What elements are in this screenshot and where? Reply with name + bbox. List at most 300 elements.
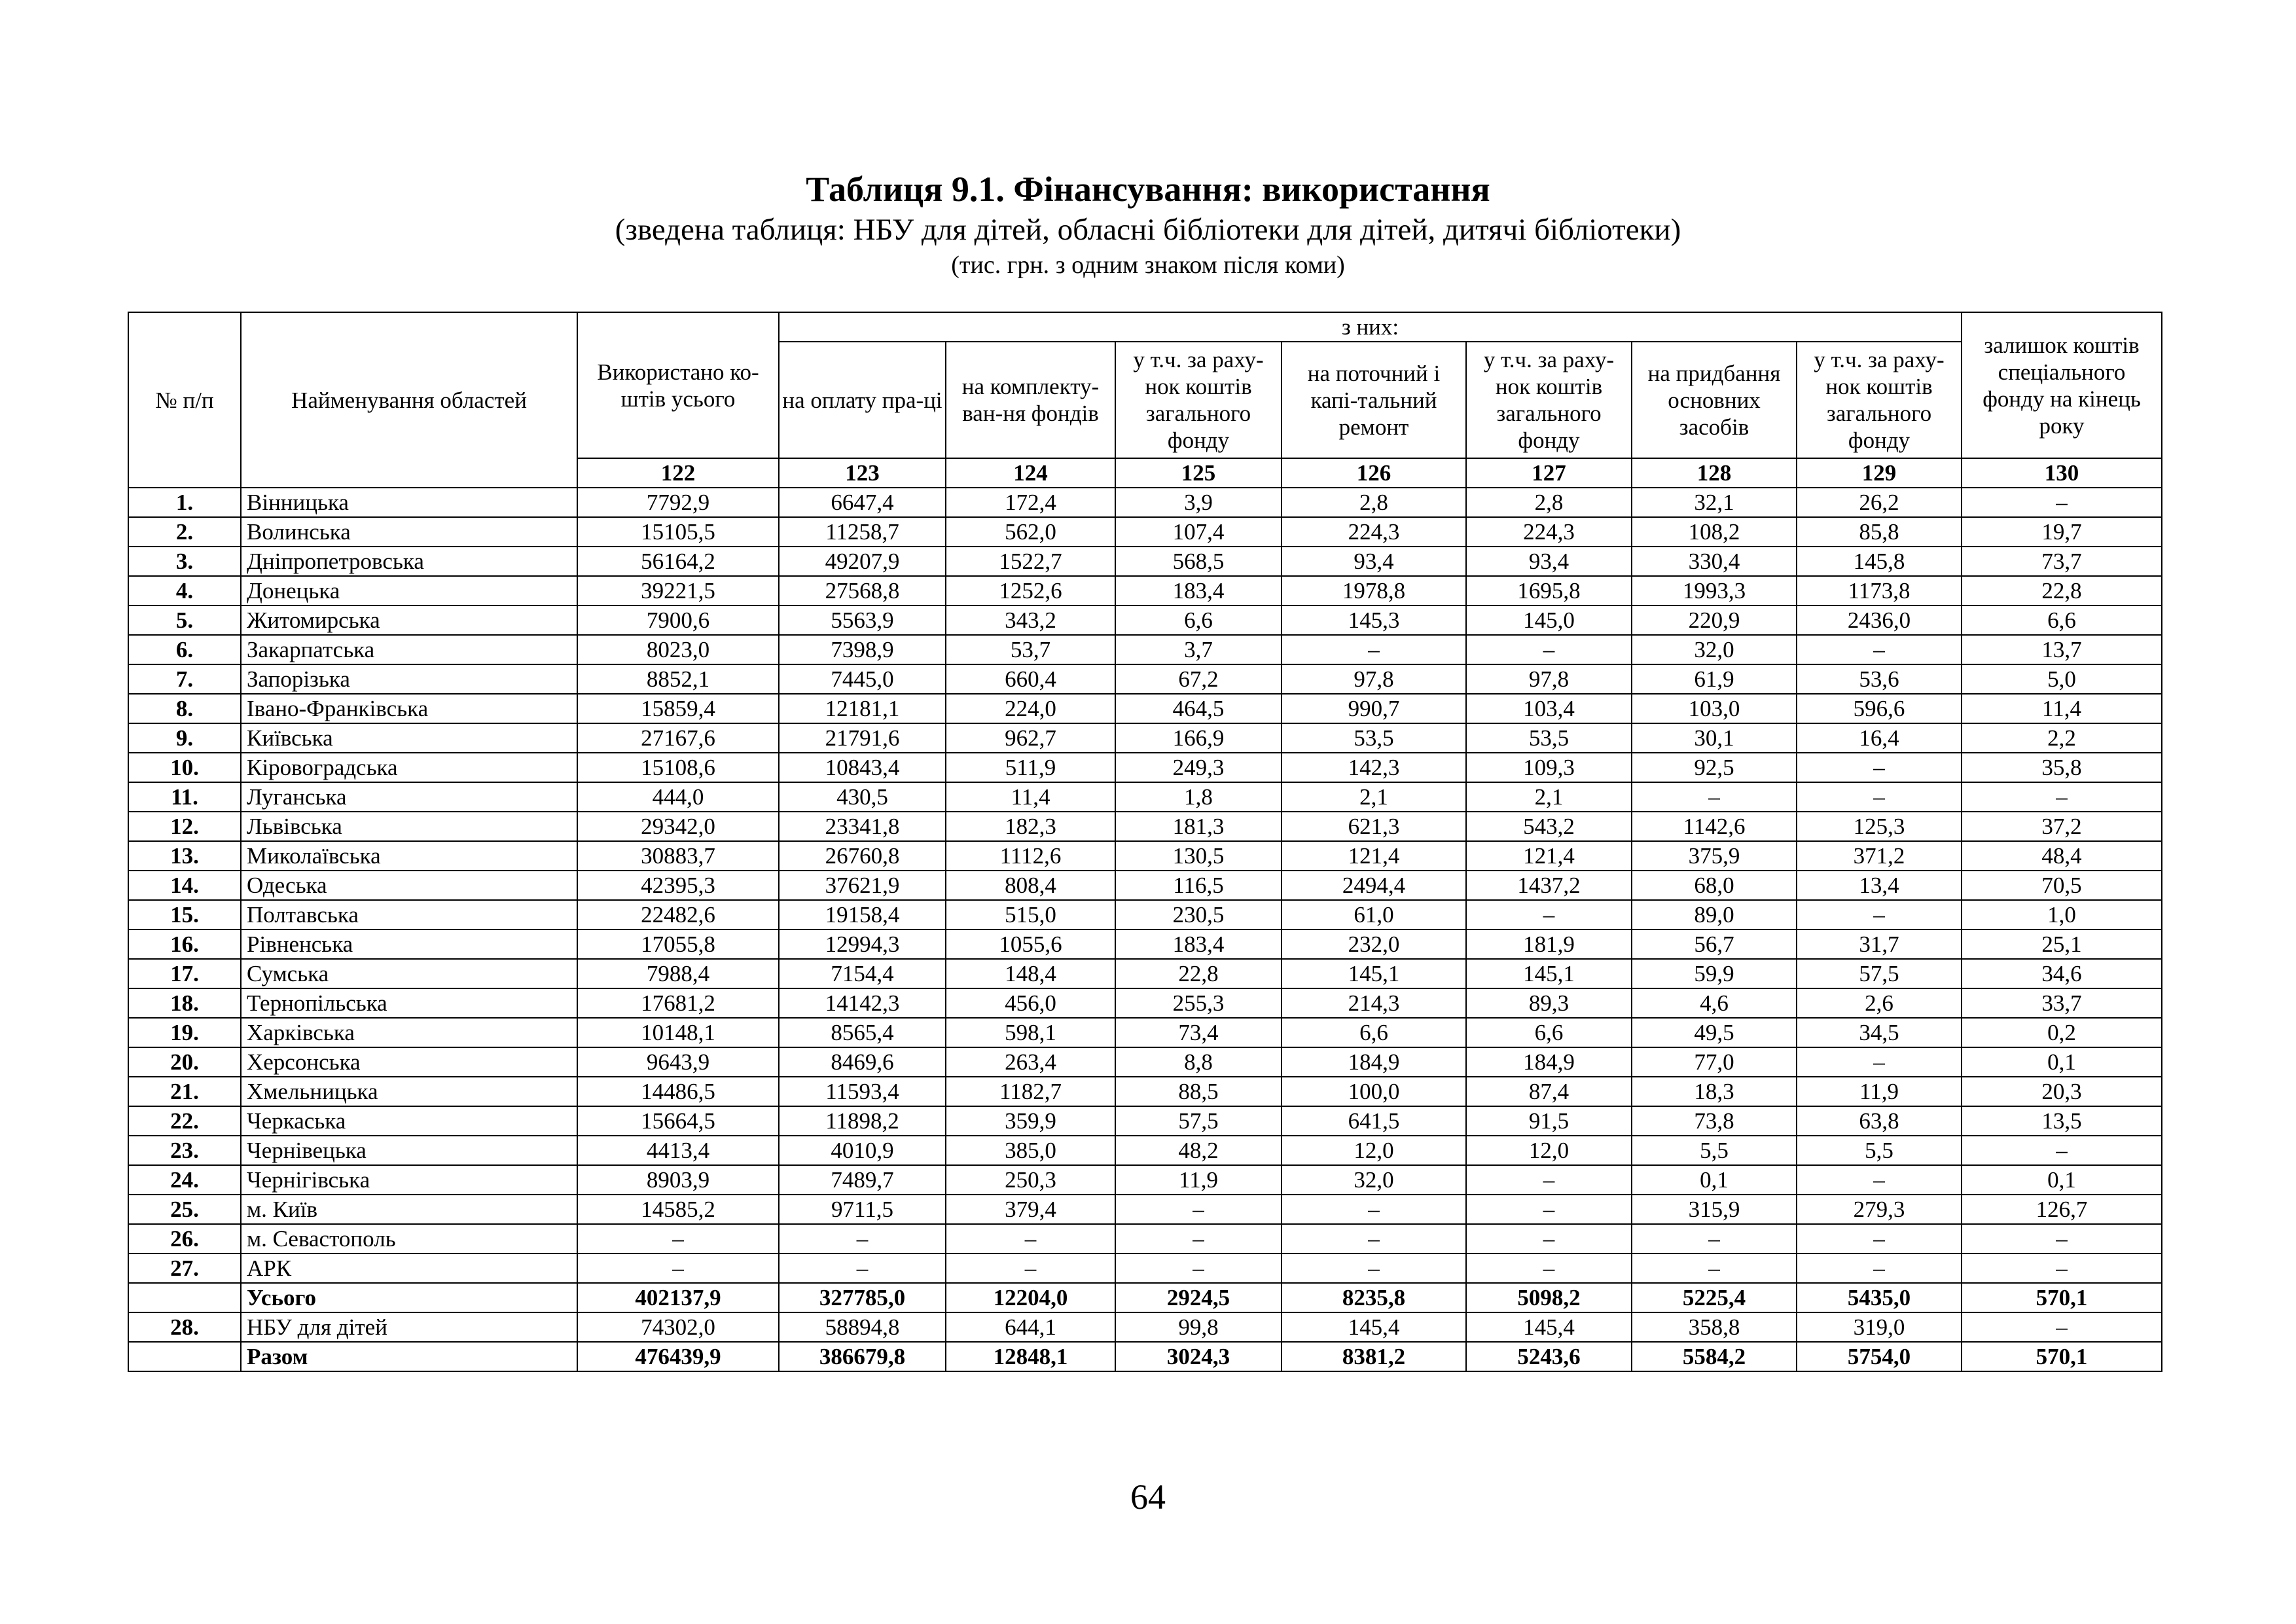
- region-name: Хмельницька: [241, 1077, 577, 1106]
- value-cell: 172,4: [946, 488, 1115, 517]
- value-cell: 1142,6: [1632, 812, 1797, 841]
- value-cell: 4,6: [1632, 988, 1797, 1018]
- value-cell: 148,4: [946, 959, 1115, 988]
- table-row: [128, 694, 2162, 723]
- value-cell: 621,3: [1282, 812, 1466, 841]
- value-cell: 263,4: [946, 1047, 1115, 1077]
- value-cell: 145,0: [1466, 605, 1632, 635]
- value-cell: –: [1962, 1254, 2162, 1283]
- value-cell: 59,9: [1632, 959, 1797, 988]
- value-cell: –: [1962, 782, 2162, 812]
- value-cell: –: [946, 1254, 1115, 1283]
- value-cell: 125,3: [1797, 812, 1962, 841]
- value-cell: 184,9: [1466, 1047, 1632, 1077]
- value-cell: 8235,8: [1282, 1283, 1466, 1312]
- value-cell: –: [1466, 635, 1632, 664]
- region-name: Разом: [241, 1342, 577, 1371]
- column-code: 125: [1115, 458, 1282, 488]
- value-cell: 34,5: [1797, 1018, 1962, 1047]
- table-row: [128, 1077, 2162, 1106]
- value-cell: 6647,4: [779, 488, 946, 517]
- value-cell: 18,3: [1632, 1077, 1797, 1106]
- table-row: [128, 812, 2162, 841]
- value-cell: 476439,9: [577, 1342, 779, 1371]
- value-cell: 4413,4: [577, 1136, 779, 1165]
- value-cell: 1695,8: [1466, 576, 1632, 605]
- value-cell: 2,1: [1282, 782, 1466, 812]
- value-cell: –: [1466, 1224, 1632, 1254]
- value-cell: 343,2: [946, 605, 1115, 635]
- value-cell: 515,0: [946, 900, 1115, 929]
- value-cell: 182,3: [946, 812, 1115, 841]
- table-title: Таблиця 9.1. Фінансування: використання: [806, 170, 1490, 209]
- value-cell: 109,3: [1466, 753, 1632, 782]
- value-cell: –: [1282, 1254, 1466, 1283]
- value-cell: 116,5: [1115, 871, 1282, 900]
- region-name: Полтавська: [241, 900, 577, 929]
- value-cell: 1252,6: [946, 576, 1115, 605]
- value-cell: 358,8: [1632, 1312, 1797, 1342]
- value-cell: 89,3: [1466, 988, 1632, 1018]
- value-cell: 58894,8: [779, 1312, 946, 1342]
- value-cell: 15105,5: [577, 517, 779, 547]
- value-cell: –: [1797, 635, 1962, 664]
- value-cell: 56,7: [1632, 929, 1797, 959]
- value-cell: 73,7: [1962, 547, 2162, 576]
- value-cell: 12994,3: [779, 929, 946, 959]
- value-cell: 19,7: [1962, 517, 2162, 547]
- value-cell: –: [1962, 1136, 2162, 1165]
- region-name: Херсонська: [241, 1047, 577, 1077]
- value-cell: –: [1115, 1254, 1282, 1283]
- value-cell: 17681,2: [577, 988, 779, 1018]
- value-cell: 181,9: [1466, 929, 1632, 959]
- row-number: 4.: [128, 576, 241, 605]
- table-row: [128, 664, 2162, 694]
- value-cell: 2,6: [1797, 988, 1962, 1018]
- region-name: АРК: [241, 1254, 577, 1283]
- table-row: [128, 1018, 2162, 1047]
- value-cell: 570,1: [1962, 1283, 2162, 1312]
- value-cell: 0,2: [1962, 1018, 2162, 1047]
- column-code: 130: [1962, 458, 2162, 488]
- value-cell: 29342,0: [577, 812, 779, 841]
- value-cell: 14142,3: [779, 988, 946, 1018]
- units-note: (тис. грн. з одним знаком після коми): [951, 251, 1345, 279]
- value-cell: 26,2: [1797, 488, 1962, 517]
- financing-table: [128, 312, 2162, 1372]
- value-cell: 1112,6: [946, 841, 1115, 871]
- value-cell: 1978,8: [1282, 576, 1466, 605]
- table-row: [128, 1254, 2162, 1283]
- value-cell: 14585,2: [577, 1195, 779, 1224]
- value-cell: 214,3: [1282, 988, 1466, 1018]
- value-cell: –: [1282, 1195, 1466, 1224]
- value-cell: 13,4: [1797, 871, 1962, 900]
- value-cell: 660,4: [946, 664, 1115, 694]
- row-number: 2.: [128, 517, 241, 547]
- value-cell: –: [1115, 1224, 1282, 1254]
- value-cell: 11,4: [1962, 694, 2162, 723]
- row-number: 6.: [128, 635, 241, 664]
- value-cell: –: [1282, 1224, 1466, 1254]
- value-cell: 57,5: [1115, 1106, 1282, 1136]
- value-cell: 11,4: [946, 782, 1115, 812]
- value-cell: 19158,4: [779, 900, 946, 929]
- value-cell: 32,1: [1632, 488, 1797, 517]
- value-cell: 5098,2: [1466, 1283, 1632, 1312]
- table-subtitle: (зведена таблиця: НБУ для дітей, обласні бібліотеки для дітей, дитячі бібліотеки): [615, 213, 1681, 247]
- region-name: Закарпатська: [241, 635, 577, 664]
- row-number: 16.: [128, 929, 241, 959]
- value-cell: 92,5: [1632, 753, 1797, 782]
- value-cell: 145,3: [1282, 605, 1466, 635]
- value-cell: 88,5: [1115, 1077, 1282, 1106]
- column-code: 128: [1632, 458, 1797, 488]
- table-row: [128, 723, 2162, 753]
- table-row: [128, 1195, 2162, 1224]
- region-name: Донецька: [241, 576, 577, 605]
- value-cell: 145,4: [1282, 1312, 1466, 1342]
- value-cell: 32,0: [1282, 1165, 1466, 1195]
- table-row: [128, 841, 2162, 871]
- value-cell: 255,3: [1115, 988, 1282, 1018]
- value-cell: 230,5: [1115, 900, 1282, 929]
- table-row: [128, 988, 2162, 1018]
- value-cell: 63,8: [1797, 1106, 1962, 1136]
- value-cell: –: [1797, 1165, 1962, 1195]
- value-cell: 70,5: [1962, 871, 2162, 900]
- row-number: 20.: [128, 1047, 241, 1077]
- column-code: 122: [577, 458, 779, 488]
- value-cell: –: [1962, 488, 2162, 517]
- value-cell: 145,1: [1466, 959, 1632, 988]
- value-cell: 184,9: [1282, 1047, 1466, 1077]
- value-cell: 11593,4: [779, 1077, 946, 1106]
- value-cell: 108,2: [1632, 517, 1797, 547]
- value-cell: 250,3: [946, 1165, 1115, 1195]
- value-cell: 511,9: [946, 753, 1115, 782]
- value-cell: 7445,0: [779, 664, 946, 694]
- region-name: Луганська: [241, 782, 577, 812]
- value-cell: 1522,7: [946, 547, 1115, 576]
- value-cell: 145,4: [1466, 1312, 1632, 1342]
- value-cell: 249,3: [1115, 753, 1282, 782]
- table-row: [128, 1312, 2162, 1342]
- value-cell: 5243,6: [1466, 1342, 1632, 1371]
- page-number: 64: [1130, 1477, 1166, 1517]
- row-number: 11.: [128, 782, 241, 812]
- row-number: 21.: [128, 1077, 241, 1106]
- value-cell: –: [1282, 635, 1466, 664]
- value-cell: 8903,9: [577, 1165, 779, 1195]
- value-cell: 145,8: [1797, 547, 1962, 576]
- value-cell: 319,0: [1797, 1312, 1962, 1342]
- region-name: НБУ для дітей: [241, 1312, 577, 1342]
- row-number: 1.: [128, 488, 241, 517]
- row-number: 15.: [128, 900, 241, 929]
- value-cell: 0,1: [1962, 1165, 2162, 1195]
- value-cell: 1055,6: [946, 929, 1115, 959]
- value-cell: 1182,7: [946, 1077, 1115, 1106]
- value-cell: –: [1962, 1312, 2162, 1342]
- value-cell: 61,0: [1282, 900, 1466, 929]
- value-cell: 562,0: [946, 517, 1115, 547]
- value-cell: 22482,6: [577, 900, 779, 929]
- value-cell: 93,4: [1466, 547, 1632, 576]
- value-cell: 166,9: [1115, 723, 1282, 753]
- value-cell: –: [1466, 1195, 1632, 1224]
- value-cell: 990,7: [1282, 694, 1466, 723]
- value-cell: 6,6: [1962, 605, 2162, 635]
- value-cell: 641,5: [1282, 1106, 1466, 1136]
- value-cell: 6,6: [1115, 605, 1282, 635]
- region-name: Чернігівська: [241, 1165, 577, 1195]
- row-number: [128, 1342, 241, 1371]
- value-cell: 33,7: [1962, 988, 2162, 1018]
- value-cell: 20,3: [1962, 1077, 2162, 1106]
- value-cell: 73,8: [1632, 1106, 1797, 1136]
- value-cell: 12,0: [1466, 1136, 1632, 1165]
- row-number: 23.: [128, 1136, 241, 1165]
- value-cell: 10843,4: [779, 753, 946, 782]
- header-used-total: Використано ко-штів усього: [577, 312, 779, 458]
- region-name: м. Київ: [241, 1195, 577, 1224]
- value-cell: 11258,7: [779, 517, 946, 547]
- value-cell: 7988,4: [577, 959, 779, 988]
- header-incl-general-1: у т.ч. за раху-нок коштів загального фонду: [1115, 342, 1282, 458]
- value-cell: 1993,3: [1632, 576, 1797, 605]
- value-cell: 6,6: [1466, 1018, 1632, 1047]
- value-cell: 37621,9: [779, 871, 946, 900]
- value-cell: –: [1466, 900, 1632, 929]
- row-number: 14.: [128, 871, 241, 900]
- value-cell: 598,1: [946, 1018, 1115, 1047]
- value-cell: 224,0: [946, 694, 1115, 723]
- value-cell: 27167,6: [577, 723, 779, 753]
- table-row: [128, 547, 2162, 576]
- value-cell: 3,9: [1115, 488, 1282, 517]
- value-cell: 2,1: [1466, 782, 1632, 812]
- value-cell: 7398,9: [779, 635, 946, 664]
- value-cell: –: [1797, 1254, 1962, 1283]
- value-cell: 53,5: [1466, 723, 1632, 753]
- row-number: 17.: [128, 959, 241, 988]
- value-cell: 6,6: [1282, 1018, 1466, 1047]
- row-number: 26.: [128, 1224, 241, 1254]
- value-cell: –: [1797, 1047, 1962, 1077]
- value-cell: 330,4: [1632, 547, 1797, 576]
- region-name: Львівська: [241, 812, 577, 841]
- value-cell: 2,8: [1466, 488, 1632, 517]
- value-cell: 1437,2: [1466, 871, 1632, 900]
- value-cell: 97,8: [1466, 664, 1632, 694]
- value-cell: 77,0: [1632, 1047, 1797, 1077]
- header-incl-general-2: у т.ч. за раху-нок коштів загального фонду: [1466, 342, 1632, 458]
- table-row: [128, 605, 2162, 635]
- value-cell: –: [1115, 1195, 1282, 1224]
- value-cell: 97,8: [1282, 664, 1466, 694]
- value-cell: 2494,4: [1282, 871, 1466, 900]
- region-name: Рівненська: [241, 929, 577, 959]
- value-cell: 8852,1: [577, 664, 779, 694]
- table-row: [128, 1224, 2162, 1254]
- header-of-them: з них:: [779, 312, 1962, 342]
- value-cell: 53,7: [946, 635, 1115, 664]
- region-name: Миколаївська: [241, 841, 577, 871]
- value-cell: 12,0: [1282, 1136, 1466, 1165]
- value-cell: –: [577, 1224, 779, 1254]
- value-cell: 15108,6: [577, 753, 779, 782]
- value-cell: 5,5: [1797, 1136, 1962, 1165]
- value-cell: 371,2: [1797, 841, 1962, 871]
- value-cell: 22,8: [1962, 576, 2162, 605]
- table-row: [128, 1047, 2162, 1077]
- region-name: Івано-Франківська: [241, 694, 577, 723]
- value-cell: 596,6: [1797, 694, 1962, 723]
- table-row: [128, 576, 2162, 605]
- value-cell: 9643,9: [577, 1047, 779, 1077]
- row-number: 7.: [128, 664, 241, 694]
- value-cell: 808,4: [946, 871, 1115, 900]
- total-row: [128, 1283, 2162, 1312]
- value-cell: 37,2: [1962, 812, 2162, 841]
- value-cell: 49,5: [1632, 1018, 1797, 1047]
- value-cell: 25,1: [1962, 929, 2162, 959]
- value-cell: 8023,0: [577, 635, 779, 664]
- table-row: [128, 782, 2162, 812]
- value-cell: 48,4: [1962, 841, 2162, 871]
- value-cell: 30883,7: [577, 841, 779, 871]
- value-cell: 121,4: [1282, 841, 1466, 871]
- header-salary: на оплату пра-ці: [779, 342, 946, 458]
- value-cell: 107,4: [1115, 517, 1282, 547]
- value-cell: 56164,2: [577, 547, 779, 576]
- value-cell: –: [779, 1254, 946, 1283]
- value-cell: 22,8: [1115, 959, 1282, 988]
- value-cell: 91,5: [1466, 1106, 1632, 1136]
- row-number: [128, 1283, 241, 1312]
- value-cell: 39221,5: [577, 576, 779, 605]
- value-cell: 5,5: [1632, 1136, 1797, 1165]
- region-name: Вінницька: [241, 488, 577, 517]
- region-name: Усього: [241, 1283, 577, 1312]
- value-cell: 444,0: [577, 782, 779, 812]
- value-cell: 85,8: [1797, 517, 1962, 547]
- column-code: 127: [1466, 458, 1632, 488]
- header-incl-general-3: у т.ч. за раху-нок коштів загального фонду: [1797, 342, 1962, 458]
- value-cell: 57,5: [1797, 959, 1962, 988]
- value-cell: 8565,4: [779, 1018, 946, 1047]
- region-name: Дніпропетровська: [241, 547, 577, 576]
- total-row: [128, 1342, 2162, 1371]
- value-cell: 375,9: [1632, 841, 1797, 871]
- value-cell: 5754,0: [1797, 1342, 1962, 1371]
- row-number: 25.: [128, 1195, 241, 1224]
- value-cell: 126,7: [1962, 1195, 2162, 1224]
- value-cell: –: [1797, 753, 1962, 782]
- region-name: Волинська: [241, 517, 577, 547]
- table-row: [128, 517, 2162, 547]
- row-number: 3.: [128, 547, 241, 576]
- region-name: Чернівецька: [241, 1136, 577, 1165]
- region-name: Тернопільська: [241, 988, 577, 1018]
- value-cell: 11,9: [1797, 1077, 1962, 1106]
- value-cell: 26760,8: [779, 841, 946, 871]
- value-cell: 16,4: [1797, 723, 1962, 753]
- row-number: 13.: [128, 841, 241, 871]
- value-cell: 8,8: [1115, 1047, 1282, 1077]
- header-acquisition: на комплекту-ван-ня фондів: [946, 342, 1115, 458]
- value-cell: 42395,3: [577, 871, 779, 900]
- value-cell: –: [1962, 1224, 2162, 1254]
- value-cell: 12181,1: [779, 694, 946, 723]
- value-cell: 34,6: [1962, 959, 2162, 988]
- value-cell: 74302,0: [577, 1312, 779, 1342]
- value-cell: 1,8: [1115, 782, 1282, 812]
- row-number: 27.: [128, 1254, 241, 1283]
- value-cell: 5435,0: [1797, 1283, 1962, 1312]
- value-cell: 142,3: [1282, 753, 1466, 782]
- header-repair: на поточний і капі-тальний ремонт: [1282, 342, 1466, 458]
- value-cell: 5225,4: [1632, 1283, 1797, 1312]
- region-name: Черкаська: [241, 1106, 577, 1136]
- value-cell: 10148,1: [577, 1018, 779, 1047]
- value-cell: 464,5: [1115, 694, 1282, 723]
- value-cell: 68,0: [1632, 871, 1797, 900]
- region-name: Запорізька: [241, 664, 577, 694]
- value-cell: 53,5: [1282, 723, 1466, 753]
- value-cell: 315,9: [1632, 1195, 1797, 1224]
- value-cell: 224,3: [1282, 517, 1466, 547]
- value-cell: 962,7: [946, 723, 1115, 753]
- value-cell: 7900,6: [577, 605, 779, 635]
- value-cell: –: [1632, 1224, 1797, 1254]
- row-number: 19.: [128, 1018, 241, 1047]
- value-cell: –: [1797, 782, 1962, 812]
- value-cell: 543,2: [1466, 812, 1632, 841]
- value-cell: 31,7: [1797, 929, 1962, 959]
- row-number: 22.: [128, 1106, 241, 1136]
- value-cell: 2436,0: [1797, 605, 1962, 635]
- value-cell: 121,4: [1466, 841, 1632, 871]
- value-cell: 402137,9: [577, 1283, 779, 1312]
- region-name: Житомирська: [241, 605, 577, 635]
- value-cell: 386679,8: [779, 1342, 946, 1371]
- value-cell: 27568,8: [779, 576, 946, 605]
- value-cell: –: [946, 1224, 1115, 1254]
- region-name: Сумська: [241, 959, 577, 988]
- region-name: Харківська: [241, 1018, 577, 1047]
- value-cell: 570,1: [1962, 1342, 2162, 1371]
- value-cell: 379,4: [946, 1195, 1115, 1224]
- value-cell: 430,5: [779, 782, 946, 812]
- value-cell: 1173,8: [1797, 576, 1962, 605]
- value-cell: 14486,5: [577, 1077, 779, 1106]
- value-cell: 183,4: [1115, 576, 1282, 605]
- table-row: [128, 1136, 2162, 1165]
- header-fixed-assets: на придбання основних засобів: [1632, 342, 1797, 458]
- value-cell: 89,0: [1632, 900, 1797, 929]
- value-cell: 181,3: [1115, 812, 1282, 841]
- region-name: м. Севастополь: [241, 1224, 577, 1254]
- value-cell: 4010,9: [779, 1136, 946, 1165]
- value-cell: 2,8: [1282, 488, 1466, 517]
- row-number: 28.: [128, 1312, 241, 1342]
- value-cell: 644,1: [946, 1312, 1115, 1342]
- value-cell: 232,0: [1282, 929, 1466, 959]
- value-cell: 23341,8: [779, 812, 946, 841]
